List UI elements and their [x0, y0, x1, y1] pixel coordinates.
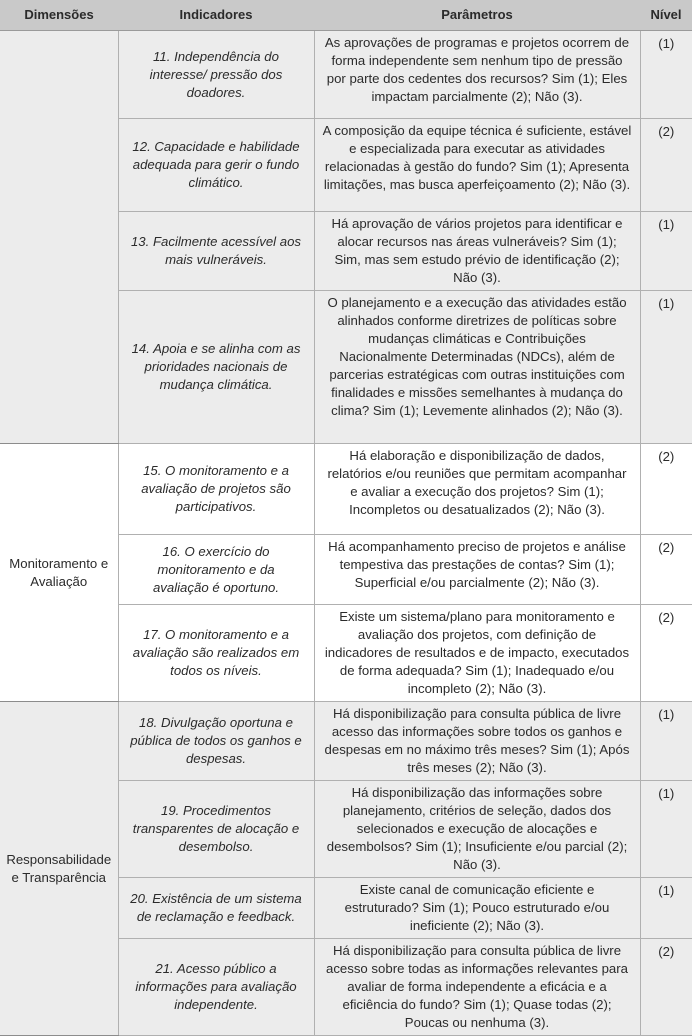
indicator-cell: 20. Existência de um sistema de reclamação e feedback.: [118, 878, 314, 939]
indicator-cell: 19. Procedimentos transparentes de alocação e desembolso.: [118, 781, 314, 878]
parameter-cell: Há aprovação de vários projetos para identificar e alocar recursos nas áreas vulneráveis? Sim (1); Sim, mas sem estudo prévio de identificação (2); Não (3).: [314, 212, 640, 291]
level-cell: (1): [640, 212, 692, 291]
indicator-cell: 11. Independência do interesse/ pressão dos doadores.: [118, 31, 314, 119]
table-row: [0, 444, 692, 535]
parameter-cell: Há disponibilização das informações sobre planejamento, critérios de seleção, dados dos selecionados e execução de alocações e desembolsos? Sim (1); Insuficiente e/ou parcial (2); Não (3).: [314, 781, 640, 878]
indicator-cell: 14. Apoia e se alinha com as prioridades nacionais de mudança climática.: [118, 291, 314, 444]
indicator-cell: 12. Capacidade e habilidade adequada para gerir o fundo climático.: [118, 119, 314, 212]
indicator-cell: 21. Acesso público a informações para avaliação independente.: [118, 939, 314, 1036]
dimension-cell: Responsabilidade e Transparência: [0, 702, 118, 1036]
level-cell: (1): [640, 702, 692, 781]
parameter-cell: Há disponibilização para consulta pública de livre acesso sobre todas as informações relevantes para avaliar de forma independente a eficácia e a eficiência do fundo? Sim (1); Quase todas (2); Poucas ou nenhuma (3).: [314, 939, 640, 1036]
parameter-cell: Há elaboração e disponibilização de dados, relatórios e/ou reuniões que permitam acompanhar e avaliar a execução dos projetos? Sim (1); Incompletos ou desatualizados (2); Não (3).: [314, 444, 640, 535]
parameter-cell: Há disponibilização para consulta pública de livre acesso das informações sobre todos os ganhos e despesas em no máximo três meses? Sim (1); Após três meses (2); Não (3).: [314, 702, 640, 781]
header-indicadores: Indicadores: [118, 0, 314, 31]
header-nivel: Nível: [640, 0, 692, 31]
parameter-cell: O planejamento e a execução das atividades estão alinhados conforme diretrizes de políticas sobre mudanças climáticas e Contribuições Nacionalmente Determinadas (NDCs), além de parcerias estratégicas com outras instituições com finalidades e missões semelhantes à mudança do clima? Sim (1); Levemente alinhados (2); Não (3).: [314, 291, 640, 444]
level-cell: (1): [640, 291, 692, 444]
parameter-cell: As aprovações de programas e projetos ocorrem de forma independente sem nenhum tipo de pressão por parte dos cedentes dos recursos? Sim (1); Eles impactam parcialmente (2); Não (3).: [314, 31, 640, 119]
level-cell: (1): [640, 31, 692, 119]
header-parametros: Parâmetros: [314, 0, 640, 31]
indicator-cell: 18. Divulgação oportuna e pública de todos os ganhos e despesas.: [118, 702, 314, 781]
indicator-cell: 15. O monitoramento e a avaliação de projetos são participativos.: [118, 444, 314, 535]
header-dimensoes: Dimensões: [0, 0, 118, 31]
table-row: [0, 31, 692, 119]
level-cell: (1): [640, 878, 692, 939]
table-header-row: [0, 0, 692, 31]
parameter-cell: Existe um sistema/plano para monitoramento e avaliação dos projetos, com definição de indicadores de resultados e de impacto, executados de forma adequada? Sim (1); Inadequado e/ou incompleto (2); Não (3).: [314, 605, 640, 702]
dimension-cell: Monitoramento e Avaliação: [0, 444, 118, 702]
parameter-cell: Existe canal de comunicação eficiente e estruturado? Sim (1); Pouco estruturado e/ou ineficiente (2); Não (3).: [314, 878, 640, 939]
indicator-cell: 17. O monitoramento e a avaliação são realizados em todos os níveis.: [118, 605, 314, 702]
dimension-cell: [0, 31, 118, 444]
parameter-cell: Há acompanhamento preciso de projetos e análise tempestiva das prestações de contas? Sim (1); Superficial e/ou parcialmente (2); Não (3).: [314, 535, 640, 605]
level-cell: (2): [640, 119, 692, 212]
parameter-cell: A composição da equipe técnica é suficiente, estável e especializada para executar as atividades relacionadas à gestão do fundo? Sim (1); Apresenta limitações, mas busca aperfeiçoamento (2); Não (3).: [314, 119, 640, 212]
level-cell: (2): [640, 535, 692, 605]
level-cell: (2): [640, 939, 692, 1036]
level-cell: (2): [640, 444, 692, 535]
level-cell: (2): [640, 605, 692, 702]
table-row: [0, 702, 692, 781]
indicator-cell: 16. O exercício do monitoramento e da avaliação é oportuno.: [118, 535, 314, 605]
indicator-cell: 13. Facilmente acessível aos mais vulneráveis.: [118, 212, 314, 291]
level-cell: (1): [640, 781, 692, 878]
